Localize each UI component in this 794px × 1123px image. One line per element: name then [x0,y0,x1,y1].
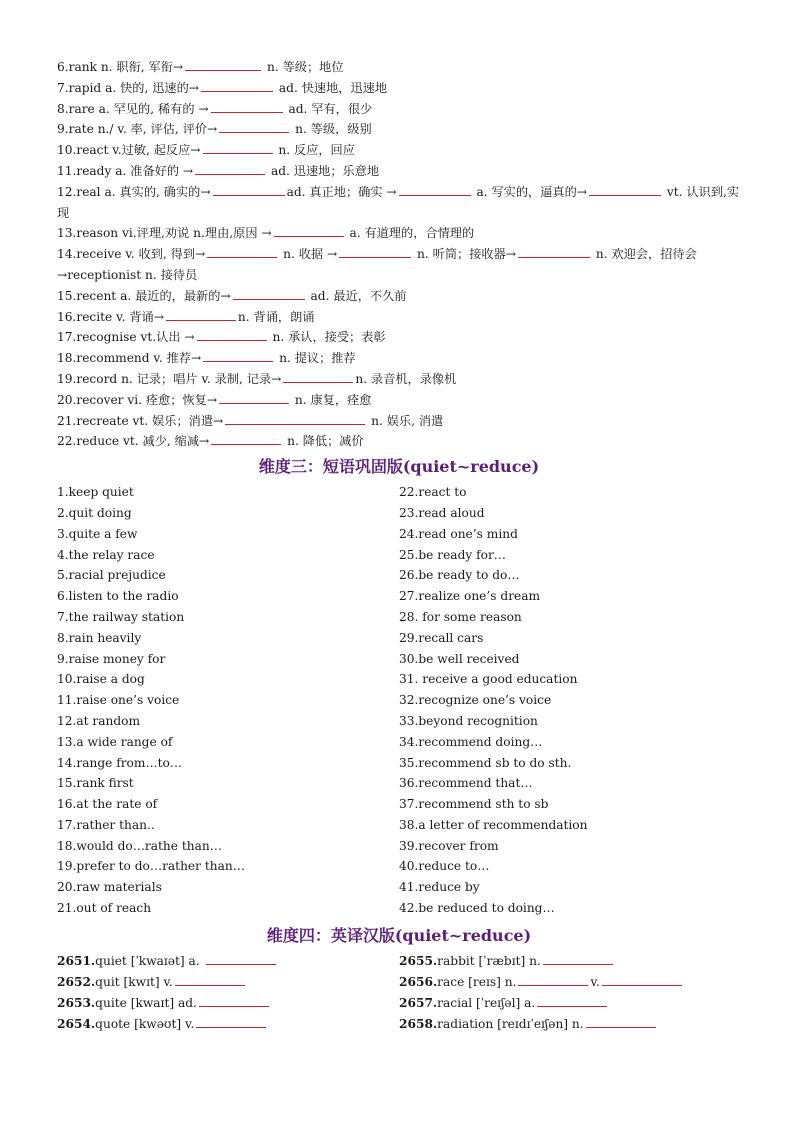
word-entry [57,57,741,78]
word-entry-text: 8.rare a. 罕见的, 稀有的 → [57,101,209,116]
translation-list [57,951,741,1035]
answer-blank[interactable] [586,1016,656,1028]
word-entry [57,327,741,348]
word-entry-text: 17.recognise vt.认出 → [57,330,195,345]
word-entry-text: n. 背诵，朗诵 [237,309,315,324]
answer-blank[interactable] [185,59,261,71]
headword: quit [kwɪt] v. [95,974,173,989]
translation-item [399,993,741,1014]
answer-blank[interactable] [233,288,305,300]
word-entry-text: n. 提议；推荐 [275,351,356,366]
phrase-item: 10.raise a dog [57,672,145,687]
phrase-item: 25.be ready for… [399,547,506,562]
word-entry-text: 21.recreate vt. 娱乐；消遣→ [57,413,224,428]
answer-blank[interactable] [339,246,411,258]
phrase-item: 30.be well received [399,651,520,666]
word-entry [57,286,741,307]
phrase-item: 31. receive a good education [399,672,578,687]
item-number: 2651. [57,953,96,968]
phrase-item: 39.recover from [399,838,499,853]
answer-blank[interactable] [197,329,267,341]
headword: rabbit [ˈræbɪt] n. [437,953,541,968]
phrase-column-right [399,482,741,919]
phrase-item: 6.listen to the radio [57,589,179,604]
phrase-item: 32.recognize one’s voice [399,693,552,708]
answer-blank[interactable] [201,80,273,92]
word-entry [57,78,741,99]
translation-item [399,972,741,993]
phrase-item: 37.recommend sth to sb [399,797,549,812]
answer-blank[interactable] [206,953,276,965]
headword: radiation [reɪdɪˈeɪʃən] n. [437,1016,584,1031]
answer-blank[interactable] [211,433,281,445]
word-entry-text: n. 欢迎会，招待会→receptionist n. 接待员 [57,247,697,282]
headword: quiet [ˈkwaɪət] a. [95,953,204,968]
phrase-column-left [57,482,399,919]
phrase-item: 5.racial prejudice [57,568,166,583]
phrase-item: 40.reduce to… [399,859,490,874]
word-entry [57,223,741,244]
word-entry-text: a. 有道理的，合情理的 [345,226,475,241]
word-entry-text: n. 等级；地位 [263,60,344,74]
phrase-item: 3.quite a few [57,526,138,541]
word-entry-text: n. 收据 → [279,247,338,262]
translation-column-right [399,951,741,1035]
section4-title: 维度四：英译汉版(quiet~reduce) [266,925,532,945]
word-entry [57,99,741,120]
word-entry-text: ad. 最近，不久前 [306,288,407,303]
phrase-list [57,482,741,919]
phrase-item: 27.realize one’s dream [399,589,541,604]
phrase-item: 11.raise one’s voice [57,693,180,708]
worksheet-page [57,57,741,1035]
answer-blank[interactable] [274,225,344,237]
phrase-item: 17.rather than.. [57,817,155,832]
phrase-item: 24.read one’s mind [399,526,518,541]
word-entry-text: 18.recommend v. 推荐→ [57,351,202,366]
translation-item [399,951,741,972]
headword: race [reɪs] n. [437,974,517,989]
word-entry-text: 6.rank n. 职衔, 军衔→ [57,60,184,74]
phrase-item: 38.a letter of recommendation [399,817,588,832]
word-entry-text: n. 录音机，录像机 [355,371,457,386]
word-entry-text: 13.reason vi.评理,劝说 n.理由,原因 → [57,226,272,241]
word-entry-text: n. 降低；减价 [283,434,364,449]
answer-blank[interactable] [211,101,283,113]
word-entry [57,431,741,452]
answer-blank[interactable] [175,974,245,986]
headword: quite [kwaɪt] ad. [95,995,197,1010]
word-entry-text: n. 等级，级别 [291,122,372,137]
item-number: 2652. [57,974,96,989]
phrase-item: 8.rain heavily [57,630,142,645]
phrase-item: 12.at random [57,713,141,728]
word-entry [57,348,741,369]
translation-item [399,1014,741,1035]
word-entry [57,140,741,161]
phrase-item: 33.beyond recognition [399,713,538,728]
phrase-item: 42.be reduced to doing… [399,901,555,916]
phrase-item: 2.quit doing [57,505,132,520]
phrase-item: 35.recommend sb to do sth. [399,755,572,770]
phrase-item: 29.recall cars [399,630,484,645]
word-entry-text: 9.rate n./ v. 率, 评估, 评价→ [57,122,218,137]
translation-item [57,993,399,1014]
word-entry [57,411,741,432]
phrase-item: 7.the railway station [57,609,185,624]
translation-item [57,951,399,972]
word-entry-text: 14.receive v. 收到, 得到→ [57,247,206,262]
word-entry-text: 7.rapid a. 快的, 迅速的→ [57,80,200,95]
word-entry-text: 16.recite v. 背诵→ [57,309,164,324]
word-entry-text: vt. 认识到,实现 [57,184,740,220]
pos-label: v. [590,974,600,989]
word-entry-text: 15.recent a. 最近的，最新的→ [57,288,231,303]
phrase-item: 22.react to [399,485,467,500]
phrase-item: 9.raise money for [57,651,166,666]
phrase-item: 4.the relay race [57,547,155,562]
phrase-item: 34.recommend doing… [399,734,543,749]
phrase-item: 41.reduce by [399,880,480,895]
headword: racial [ˈreɪʃəl] a. [437,995,536,1010]
phrase-item: 28. for some reason [399,609,522,624]
answer-blank[interactable] [518,246,590,258]
phrase-item: 20.raw materials [57,880,162,895]
word-entry-text: ad. 迅速地；乐意地 [267,163,380,178]
answer-blank[interactable] [518,974,588,986]
headword: quote [kwəʊt] v. [95,1016,195,1031]
answer-blank[interactable] [203,350,273,362]
word-entry-text: n. 娱乐, 消遣 [367,413,444,428]
answer-blank[interactable] [219,121,289,133]
translation-item [57,972,399,993]
word-entry [57,244,741,286]
phrase-item: 26.be ready to do… [399,568,520,583]
word-entry [57,307,741,328]
item-number: 2657. [399,995,438,1010]
word-entry-text: 20.recover vi. 痊愈；恢复→ [57,392,218,407]
item-number: 2656. [399,974,438,989]
word-entry-text: 12.real a. 真实的, 确实的→ [57,184,211,199]
word-entry [57,182,741,224]
phrase-item: 18.would do…rathe than… [57,838,222,853]
word-entry-text: n. 听筒；接收器→ [413,247,516,262]
translation-item [57,1014,399,1035]
word-entry [57,161,741,182]
phrase-item: 36.recommend that… [399,776,533,791]
word-entry [57,390,741,411]
word-entry-text: ad. 真正地；确实 → [286,184,397,199]
answer-blank[interactable] [195,163,265,175]
answer-blank[interactable] [589,184,661,196]
translation-column-left [57,951,399,1035]
item-number: 2658. [399,1016,438,1031]
word-entry-text: 11.ready a. 准备好的 → [57,163,194,178]
answer-blank[interactable] [219,392,289,404]
word-family-list [57,57,741,452]
phrase-item: 1.keep quiet [57,485,134,500]
answer-blank[interactable] [537,995,607,1007]
word-entry-text: ad. 罕有，很少 [284,101,373,116]
phrase-item: 21.out of reach [57,901,152,916]
word-entry [57,119,741,140]
phrase-item: 19.prefer to do…rather than… [57,859,245,874]
answer-blank[interactable] [213,184,285,196]
word-entry-text: ad. 快速地，迅速地 [275,80,388,95]
word-entry-text: 19.record n. 记录；唱片 v. 录制, 记录→ [57,371,282,386]
word-entry-text: n. 承认，接受；表彰 [268,330,386,345]
word-entry-text: 10.react v.过敏, 起反应→ [57,143,201,158]
answer-blank[interactable] [602,974,682,986]
answer-blank[interactable] [225,413,365,425]
word-entry-text: 22.reduce vt. 减少, 缩减→ [57,434,210,449]
phrase-item: 15.rank first [57,776,134,791]
item-number: 2655. [399,953,438,968]
word-entry-text: a. 写实的，逼真的→ [472,184,588,199]
answer-blank[interactable] [203,142,273,154]
phrase-item: 13.a wide range of [57,734,173,749]
answer-blank[interactable] [199,995,269,1007]
answer-blank[interactable] [207,246,277,258]
word-entry [57,369,741,390]
answer-blank[interactable] [196,1016,266,1028]
answer-blank[interactable] [283,371,353,383]
item-number: 2654. [57,1016,96,1031]
word-entry-text: n. 反应，回应 [274,143,355,158]
phrase-item: 14.range from…to… [57,755,183,770]
answer-blank[interactable] [166,309,236,321]
phrase-item: 16.at the rate of [57,797,158,812]
item-number: 2653. [57,995,96,1010]
word-entry-text: n. 康复，痊愈 [291,392,372,407]
answer-blank[interactable] [399,184,471,196]
section3-title: 维度三：短语巩固版(quiet~reduce) [258,457,540,477]
answer-blank[interactable] [543,953,613,965]
phrase-item: 23.read aloud [399,505,485,520]
